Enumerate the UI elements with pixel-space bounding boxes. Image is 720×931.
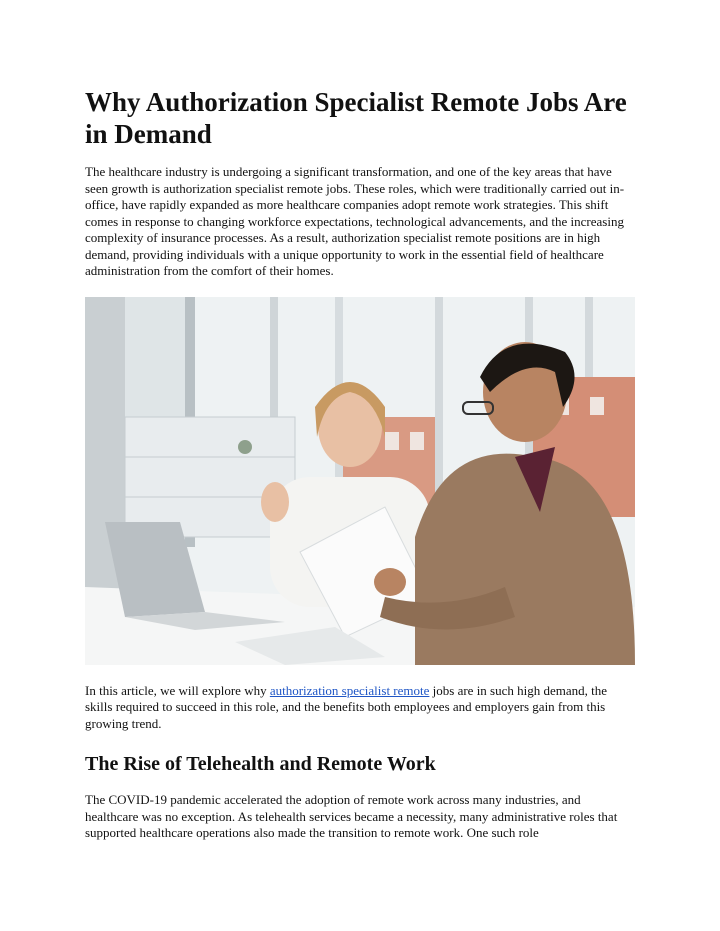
article <box>85 86 635 842</box>
intro-paragraph: The healthcare industry is undergoing a significant transformation, and one of the key areas that have seen growth is authorization specialist remote jobs. These roles, which were traditionally carried out in-office, have rapidly expanded as more healthcare companies adopt remote work strategies. This shift comes in response to changing workforce expectations, technological advancements, and the increasing complexity of insurance processes. As a result, authorization specialist remote positions are in high demand, providing individuals with a unique opportunity to work in the essential field of healthcare administration from the comfort of their homes. <box>85 164 625 278</box>
paragraph-text-before-link: In this article, we will explore why <box>85 682 270 698</box>
article-title: Why Authorization Specialist Remote Jobs Are in Demand <box>85 87 627 149</box>
article-photo <box>85 297 635 665</box>
authorization-specialist-remote-link[interactable]: authorization specialist remote <box>269 682 430 698</box>
section-paragraph: The COVID-19 pandemic accelerated the adoption of remote work across many industries, and healthcare was no exception. As telehealth services became a necessity, many administrative roles that supported healthcare operations also made the transition to remote work. One such role <box>85 792 618 840</box>
link-paragraph <box>85 683 635 733</box>
section-heading: The Rise of Telehealth and Remote Work <box>85 753 436 775</box>
paragraph-text-after-link: jobs are in such high demand, the skills required to succeed in this role, and the benefits both employees and employers gain from this growing trend. <box>85 682 608 731</box>
